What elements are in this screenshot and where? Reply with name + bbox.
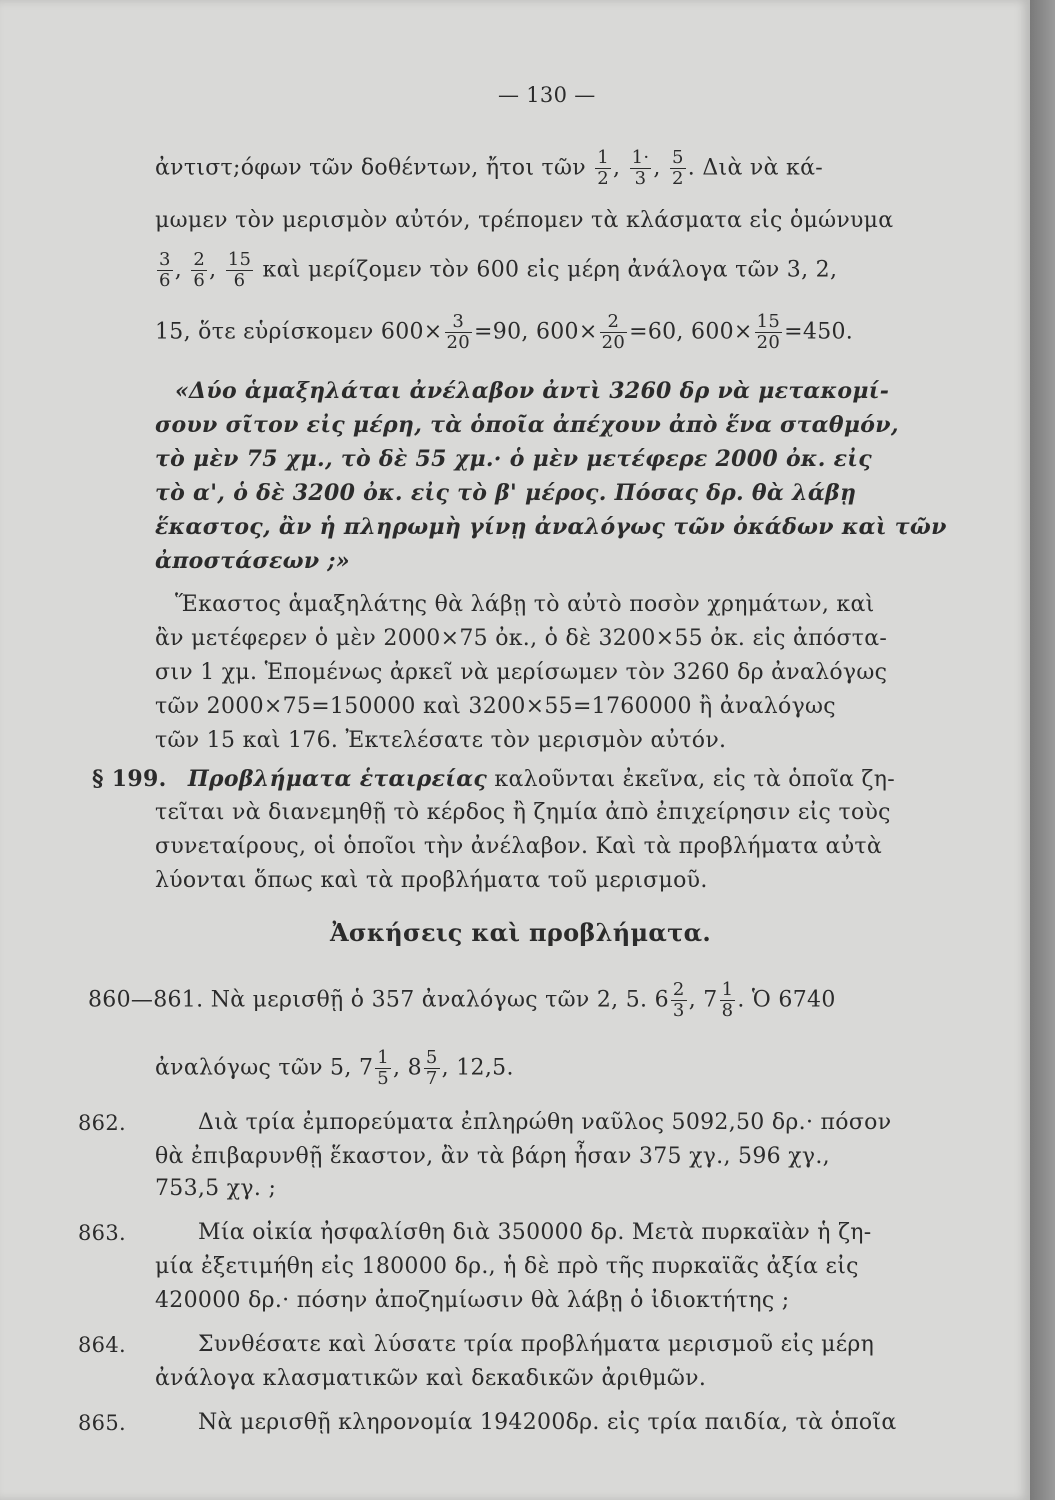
denominator: 20 xyxy=(756,332,781,353)
denominator: 6 xyxy=(233,270,246,291)
denominator: 8 xyxy=(721,1000,734,1021)
text-span: . Διὰ νὰ κά- xyxy=(687,155,823,181)
text-line: ἀντιστ;όφων τῶν δοθέντων, ἤτοι τῶν $\frac{1}{2}$ , $\frac{1\cdot}{3}$ , $\frac{5}{2}$ . Διὰ νὰ κά- xyxy=(155,147,823,189)
denominator: 20 xyxy=(446,332,471,353)
fraction xyxy=(157,250,173,291)
denominator: 3 xyxy=(672,1000,685,1021)
text-span: Νὰ μερισθῇ ὁ 357 ἀναλόγως τῶν 2, 5. 6 xyxy=(210,987,669,1013)
numerator: 1 xyxy=(721,979,734,1000)
denominator: 2 xyxy=(597,168,610,189)
numerator: 2 xyxy=(672,979,685,1000)
fraction xyxy=(445,312,473,353)
denominator: 3 xyxy=(634,168,647,189)
numerator: 15 xyxy=(227,249,252,270)
fraction xyxy=(595,148,611,189)
fraction xyxy=(671,980,687,1021)
numerator: 3 xyxy=(159,249,171,270)
text-line: λύονται ὅπως καὶ τὰ προβλήματα τοῦ μερισμοῦ. xyxy=(155,868,708,893)
text-line: θὰ ἐπιβαρυνθῇ ἕκαστον, ἂν τὰ βάρη ἦσαν 375 χγ., 596 χγ., xyxy=(155,1144,830,1169)
text-line: Νὰ μερισθῇ κληρονομία 194200δρ. εἰς τρία παιδία, τὰ ὁποῖα xyxy=(198,1410,897,1435)
text-span: καλοῦνται ἐκεῖνα, εἰς τὰ ὁποῖα ζη- xyxy=(494,767,895,792)
text-line xyxy=(155,312,853,353)
fraction xyxy=(720,980,736,1021)
text-span: ἀντιστ;όφων τῶν δοθέντων, ἤτοι τῶν xyxy=(155,155,586,181)
text-line: Συνθέσατε καὶ λύσατε τρία προβλήματα μερισμοῦ εἰς μέρη xyxy=(198,1332,875,1357)
problem-line: τὸ μὲν 75 χμ., τὸ δὲ 55 χμ.· ὁ μὲν μετέφερε 2000 ὀκ. εἰς xyxy=(155,446,872,472)
problem-line: ἕκαστος, ἂν ἡ πληρωμὴ γίνῃ ἀναλόγως τῶν ὀκάδων καὶ τῶν xyxy=(155,514,947,540)
text-line: τεῖται νὰ διανεμηθῇ τὸ κέρδος ἢ ζημία ἀπὸ ἐπιχείρησιν εἰς τοὺς xyxy=(155,800,891,825)
text-line: τῶν 2000×75=150000 καὶ 3200×55=1760000 ἢ ἀναλόγως xyxy=(155,694,836,719)
fraction xyxy=(226,250,254,291)
exercise-number: 865. xyxy=(78,1411,126,1435)
section-number: § 199. xyxy=(92,766,167,792)
page-edge xyxy=(1030,0,1055,1500)
text-span: =90, 600× xyxy=(474,319,598,345)
denominator: 7 xyxy=(425,1068,438,1089)
exercise-number: 863. xyxy=(78,1221,126,1245)
denominator: 2 xyxy=(671,168,684,189)
text-span: =60, 600× xyxy=(629,319,753,345)
text-line: σιν 1 χμ. Ἑπομένως ἀρκεῖ νὰ μερίσωμεν τὸν 3260 δρ ἀναλόγως xyxy=(155,660,888,685)
text-line: 753,5 χγ. ; xyxy=(155,1176,277,1201)
denominator: 6 xyxy=(193,270,206,291)
numerator: 3 xyxy=(445,312,473,333)
numerator: 1· xyxy=(631,147,650,168)
text-line: 420000 δρ.· πόσην ἀποζημίωσιν θὰ λάβῃ ὁ ἰδιοκτήτης ; xyxy=(155,1288,790,1313)
numerator: 2 xyxy=(600,312,628,333)
section-heading: Ἀσκήσεις καὶ προβλήματα. xyxy=(330,918,712,947)
denominator: 20 xyxy=(601,332,626,353)
fraction xyxy=(630,148,652,189)
text-line: ἂν μετέφερεν ὁ μὲν 2000×75 ὀκ., ὁ δὲ 3200×55 ὀκ. εἰς ἀπόστα- xyxy=(155,626,888,651)
problem-line: «Δύο ἁμαξηλάται ἀνέλαβον ἀντὶ 3260 δρ νὰ μετακομί- xyxy=(175,378,890,404)
numerator: 15 xyxy=(756,311,781,332)
text-span: . Ὁ 6740 xyxy=(737,987,836,1013)
text-span: , 8 xyxy=(393,1055,422,1081)
text-line: $\frac{3}{6}$ , $\frac{2}{6}$ , $\frac{15}{6}$ καὶ μερίζομεν τὸν 600 εἰς μέρη ἀνάλογα τῶν 3, 2, xyxy=(159,249,838,291)
text-span: ἀναλόγως τῶν 5, 7 xyxy=(155,1055,374,1081)
fraction xyxy=(375,1048,391,1089)
numerator: 2 xyxy=(193,249,206,270)
text-line: ἀνάλογα κλασματικῶν καὶ δεκαδικῶν ἀριθμῶν. xyxy=(155,1366,707,1391)
page-number: — 130 — xyxy=(498,83,596,107)
exercise-number: 864. xyxy=(78,1333,126,1357)
text-span: καὶ μερίζομεν τὸν 600 εἰς μέρη ἀνάλογα τῶν 3, 2, xyxy=(262,257,838,283)
text-line: Διὰ τρία ἐμπορεύματα ἐπληρώθη ναῦλος 5092,50 δρ.· πόσον xyxy=(198,1110,892,1135)
denominator: 6 xyxy=(159,270,171,291)
problem-line: τὸ α', ὁ δὲ 3200 ὀκ. εἰς τὸ β' μέρος. Πόσας δρ. θὰ λάβῃ xyxy=(155,480,857,506)
text-line: Ἕκαστος ἁμαξηλάτης θὰ λάβῃ τὸ αὐτὸ ποσὸν χρημάτων, καὶ xyxy=(175,592,875,617)
denominator: 5 xyxy=(377,1068,390,1089)
text-line: συνεταίρους, οἱ ὁποῖοι τὴν ἀνέλαβον. Καὶ τὰ προβλήματα αὐτὰ xyxy=(155,834,882,859)
numerator: 5 xyxy=(671,147,684,168)
fraction xyxy=(755,312,783,353)
exercise-line xyxy=(155,1048,514,1089)
text-span: , 12,5. xyxy=(441,1055,514,1081)
text-span: , 7 xyxy=(688,987,718,1013)
section-term: Προβλήματα ἑταιρείας xyxy=(187,766,488,792)
fraction xyxy=(191,250,207,291)
exercise-number: 862. xyxy=(78,1111,126,1135)
problem-line: ἀποστάσεων ;» xyxy=(155,548,350,574)
fraction xyxy=(600,312,628,353)
fraction xyxy=(424,1048,440,1089)
numerator: 1 xyxy=(377,1047,390,1068)
text-line: μία ἐξετιμήθη εἰς 180000 δρ., ἡ δὲ πρὸ τῆς πυρκαϊᾶς ἀξία εἰς xyxy=(155,1254,859,1279)
text-span: 15, ὅτε εὑρίσκομεν 600× xyxy=(155,319,443,345)
fraction xyxy=(670,148,686,189)
numerator: 1 xyxy=(597,147,610,168)
numerator: 5 xyxy=(425,1047,438,1068)
text-line: τῶν 15 καὶ 176. Ἐκτελέσατε τὸν μερισμὸν αὐτόν. xyxy=(155,728,727,753)
problem-line: σουν σῖτον εἰς μέρη, τὰ ὁποῖα ἀπέχουν ἀπὸ ἕνα σταθμόν, xyxy=(155,412,899,438)
exercise-number: 860—861. xyxy=(88,987,204,1013)
section-line xyxy=(92,766,895,793)
text-line: μωμεν τὸν μερισμὸν αὐτόν, τρέπομεν τὰ κλάσματα εἰς ὁμώνυμα xyxy=(155,208,894,233)
text-span: =450. xyxy=(784,319,854,345)
exercise-line xyxy=(88,980,836,1021)
text-line: Μία οἰκία ἠσφαλίσθη διὰ 350000 δρ. Μετὰ πυρκαϊὰν ἡ ζη- xyxy=(198,1220,872,1245)
